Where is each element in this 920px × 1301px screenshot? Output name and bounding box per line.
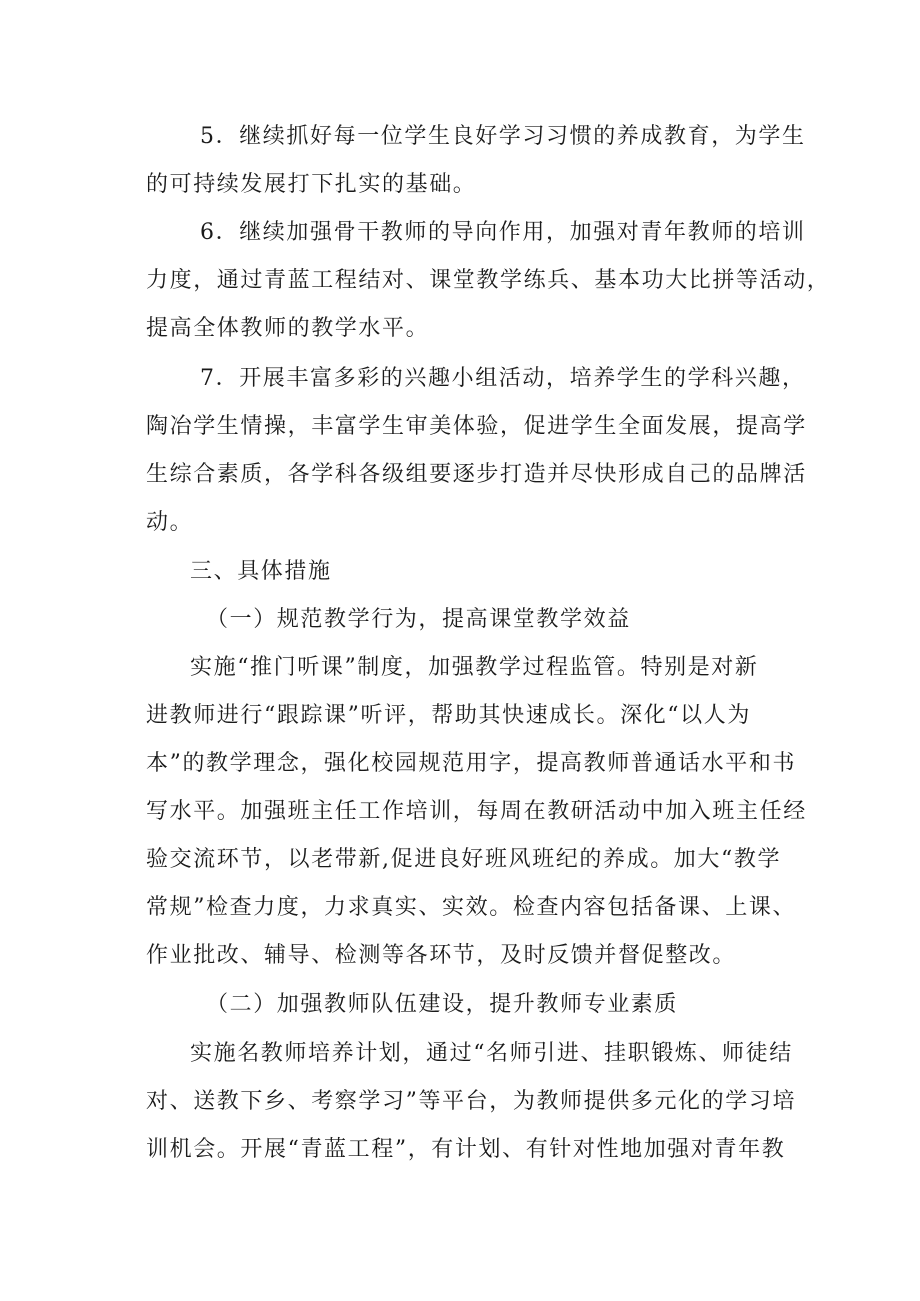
text-line: 写水平。加强班主任工作培训，每周在教研活动中加入班主任经	[146, 799, 807, 824]
text-line: 提高全体教师的教学水平。	[146, 316, 430, 341]
text-line: 进教师进行“跟踪课”听评，帮助其快速成长。深化“以人为	[146, 703, 751, 728]
text-line: 7．开展丰富多彩的兴趣小组活动，培养学生的学科兴趣，	[200, 366, 806, 391]
subsection-heading: （二）加强教师队伍建设，提升教师专业素质	[206, 992, 679, 1017]
section-heading: 三、具体措施	[190, 559, 332, 584]
text-line: 本”的教学理念，强化校园规范用字，提高教师普通话水平和书	[146, 751, 797, 776]
text-line: 陶冶学生情操，丰富学生审美体验，促进学生全面发展，提高学	[146, 414, 807, 439]
text-line: 作业批改、辅导、检测等各环节，及时反馈并督促整改。	[146, 943, 737, 968]
text-line: 训机会。开展“青蓝工程”，有计划、有针对性地加强对青年教	[146, 1137, 786, 1162]
text-line: 力度，通过青蓝工程结对、课堂教学练兵、基本功大比拼等活动，	[146, 268, 831, 293]
text-line: 实施“推门听课”制度，加强教学过程监管。特别是对新	[190, 655, 759, 680]
text-line: 的可持续发展打下扎实的基础。	[146, 172, 477, 197]
text-line: 5．继续抓好每一位学生良好学习习惯的养成教育，为学生	[200, 124, 806, 149]
text-line: 常规”检查力度，力求真实、实效。检查内容包括备课、上课、	[146, 895, 797, 920]
text-line: 6．继续加强骨干教师的导向作用，加强对青年教师的培训	[200, 220, 806, 245]
text-line: 实施名教师培养计划，通过“名师引进、挂职锻炼、师徒结	[190, 1041, 793, 1066]
text-line: 验交流环节，以老带新,促进良好班风班纪的养成。加大“教学	[146, 847, 782, 872]
text-line: 生综合素质，各学科各级组要逐步打造并尽快形成自己的品牌活	[146, 462, 807, 487]
text-line: 动。	[146, 510, 194, 535]
text-line: 对、送教下乡、考察学习”等平台，为教师提供多元化的学习培	[146, 1089, 797, 1114]
subsection-heading: （一）规范教学行为，提高课堂教学效益	[206, 607, 631, 632]
